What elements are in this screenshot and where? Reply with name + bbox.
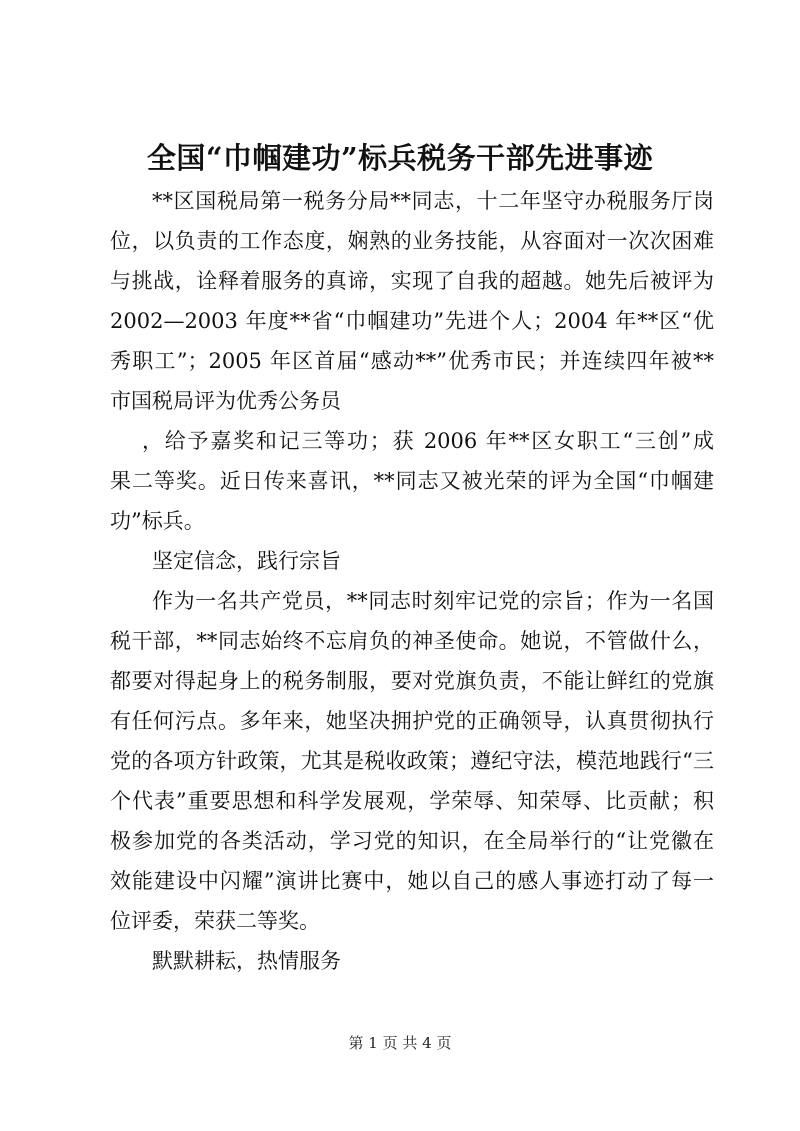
paragraph-line: 秀职工”；2005 年区首届“感动**”优秀市民；并连续四年被** <box>110 349 714 373</box>
section-heading: 坚定信念，践行宗旨 <box>152 549 341 573</box>
paragraph-line: 作为一名共产党员，**同志时刻牢记党的宗旨；作为一名国 <box>152 589 714 613</box>
document-body <box>110 181 714 981</box>
paragraph-line: 市国税局评为优秀公务员 <box>110 389 341 413</box>
paragraph-line: 位，以负责的工作态度，娴熟的业务技能，从容面对一次次困难 <box>110 229 714 253</box>
paragraph-line: 党的各项方针政策，尤其是税收政策；遵纪守法，模范地践行“三 <box>110 749 714 773</box>
paragraph-line: 个代表”重要思想和科学发展观，学荣辱、知荣辱、比贡献；积 <box>110 789 714 813</box>
paragraph-line: 与挑战，诠释着服务的真谛，实现了自我的超越。她先后被评为 <box>110 269 714 293</box>
paragraph-line: 效能建设中闪耀”演讲比赛中，她以自己的感人事迹打动了每一 <box>110 869 714 893</box>
paragraph-line: 功”标兵。 <box>110 509 205 533</box>
paragraph-line: 果二等奖。近日传来喜讯，**同志又被光荣的评为全国“巾帼建 <box>110 469 714 493</box>
paragraph-line: 位评委，荣获二等奖。 <box>110 909 320 933</box>
paragraph-line: 2002—2003 年度**省“巾帼建功”先进个人；2004 年**区“优 <box>110 309 714 333</box>
page-number-footer: 第 1 页 共 4 页 <box>348 1034 452 1052</box>
paragraph-line: 有任何污点。多年来，她坚决拥护党的正确领导，认真贯彻执行 <box>110 709 714 733</box>
paragraph-line: 税干部，**同志始终不忘肩负的神圣使命。她说，不管做什么， <box>110 629 714 653</box>
paragraph-line: 都要对得起身上的税务制服，要对党旗负责，不能让鲜红的党旗 <box>110 669 714 693</box>
section-heading: 默默耕耘，热情服务 <box>152 949 341 973</box>
document-title: 全国“巾帼建功”标兵税务干部先进事迹 <box>146 141 654 175</box>
paragraph-line: ，给予嘉奖和记三等功；获 2006 年**区女职工“三创”成 <box>142 429 714 453</box>
paragraph-line: **区国税局第一税务分局**同志，十二年坚守办税服务厅岗 <box>152 189 714 213</box>
paragraph-line: 极参加党的各类活动，学习党的知识，在全局举行的“让党徽在 <box>110 829 714 853</box>
